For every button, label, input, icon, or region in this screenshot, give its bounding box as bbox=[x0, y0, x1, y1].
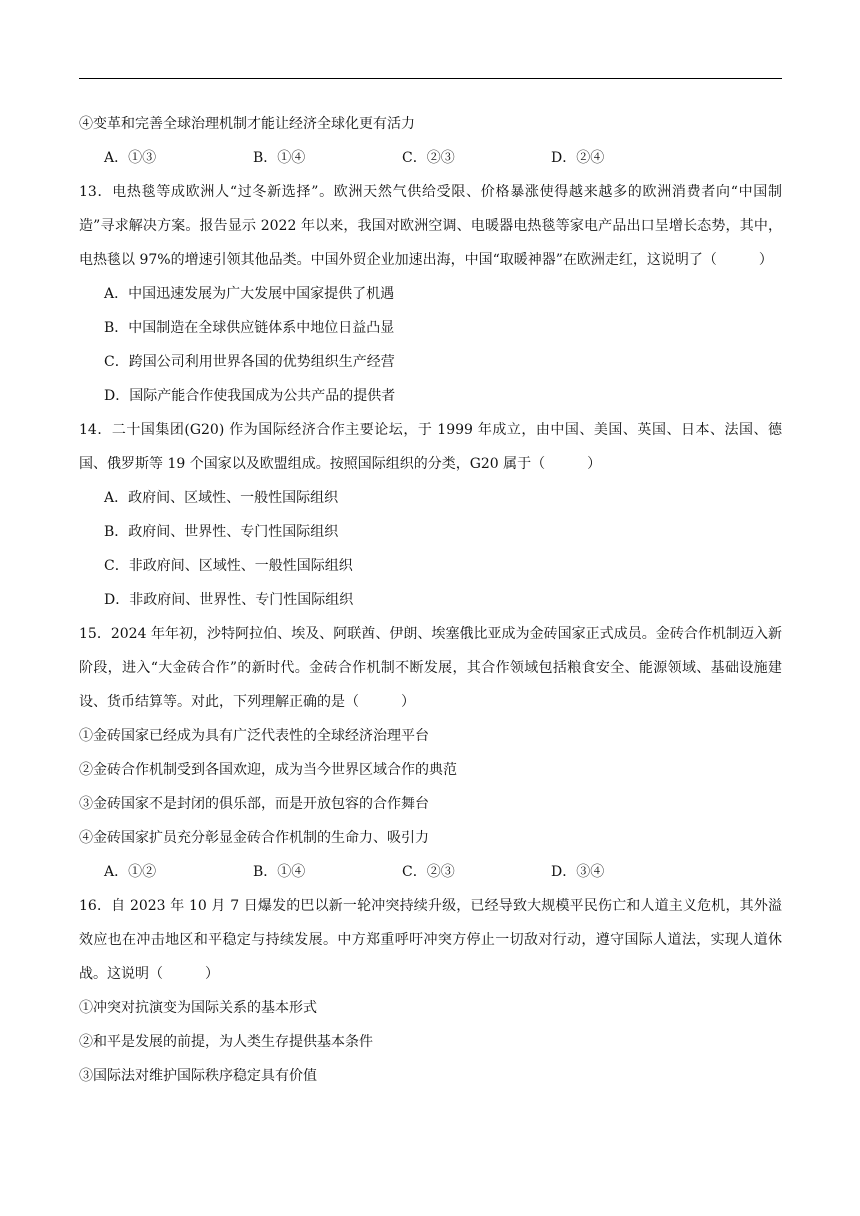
q14-option-a[interactable]: A．政府间、区域性、一般性国际组织 bbox=[104, 490, 339, 506]
q15-statement-4: ④金砖国家扩员充分彰显金砖合作机制的生命力、吸引力 bbox=[79, 830, 429, 846]
q15-statement-2: ②金砖合作机制受到各国欢迎，成为当今世界区域合作的典范 bbox=[79, 762, 457, 778]
q15-option-a[interactable]: A．①② bbox=[104, 864, 157, 880]
q15-stem: 15．2024 年年初，沙特阿拉伯、埃及、阿联酋、伊朗、埃塞俄比亚成为金砖国家正式成员。金砖合作机制迈入新阶段，进入“大金砖合作”的新时代。金砖合作机制不断发展，其合作领域包括粮食安全、能源领域、基础设施建设、货币结算等。对此，下列理解正确的是（ ） bbox=[79, 626, 782, 710]
q14-option-d[interactable]: D．非政府间、世界性、专门性国际组织 bbox=[104, 592, 354, 608]
q16-stem: 16．自 2023 年 10 月 7 日爆发的巴以新一轮冲突持续升级，已经导致大规模平民伤亡和人道主义危机，其外溢效应也在冲击地区和平稳定与持续发展。中方郑重呼吁冲突方停止一切敌对行动，遵守国际人道法，实现人道休战。这说明（ ） bbox=[79, 898, 782, 982]
question-content bbox=[79, 107, 782, 1093]
q15-statement-1: ①金砖国家已经成为具有广泛代表性的全球经济治理平台 bbox=[79, 728, 429, 744]
q13-option-b[interactable]: B．中国制造在全球供应链体系中地位日益凸显 bbox=[104, 320, 395, 336]
q13-option-d[interactable]: D．国际产能合作使我国成为公共产品的提供者 bbox=[104, 388, 396, 404]
q13-stem: 13．电热毯等成欧洲人“过冬新选择”。欧洲天然气供给受限、价格暴涨使得越来越多的欧洲消费者向“中国制造”寻求解决方案。报告显示 2022 年以来，我国对欧洲空调、电暖器电热毯等家电产品出口呈增长态势，其中，电热毯以 97%的增速引领其他品类。中国外贸企业加速出海，中国“取暖神器”在欧洲走红，这说明了（ ） bbox=[79, 184, 782, 268]
q13-option-a[interactable]: A．中国迅速发展为广大发展中国家提供了机遇 bbox=[104, 286, 395, 302]
q15-options bbox=[79, 855, 782, 889]
q12-option-b[interactable]: B．①④ bbox=[253, 150, 306, 166]
q14-option-c[interactable]: C．非政府间、区域性、一般性国际组织 bbox=[104, 558, 353, 574]
q12-option-c[interactable]: C．②③ bbox=[402, 150, 455, 166]
q13-option-c[interactable]: C．跨国公司利用世界各国的优势组织生产经营 bbox=[104, 354, 395, 370]
q16-statement-2: ②和平是发展的前提，为人类生存提供基本条件 bbox=[79, 1034, 373, 1050]
q12-statement-4: ④变革和完善全球治理机制才能让经济全球化更有活力 bbox=[79, 116, 415, 132]
header-rule bbox=[79, 78, 782, 79]
q14-option-b[interactable]: B．政府间、世界性、专门性国际组织 bbox=[104, 524, 339, 540]
q15-option-d[interactable]: D．③④ bbox=[551, 864, 605, 880]
q15-option-c[interactable]: C．②③ bbox=[402, 864, 455, 880]
q12-options bbox=[79, 141, 782, 175]
q15-statement-3: ③金砖国家不是封闭的俱乐部，而是开放包容的合作舞台 bbox=[79, 796, 429, 812]
q16-statement-3: ③国际法对维护国际秩序稳定具有价值 bbox=[79, 1068, 317, 1084]
q14-stem: 14．二十国集团(G20) 作为国际经济合作主要论坛，于 1999 年成立，由中国、美国、英国、日本、法国、德国、俄罗斯等 19 个国家以及欧盟组成。按照国际组织的分类，G20 属于（ ） bbox=[79, 422, 782, 472]
q16-statement-1: ①冲突对抗演变为国际关系的基本形式 bbox=[79, 1000, 317, 1016]
q15-option-b[interactable]: B．①④ bbox=[253, 864, 306, 880]
q12-option-d[interactable]: D．②④ bbox=[551, 150, 605, 166]
q12-option-a[interactable]: A．①③ bbox=[104, 150, 157, 166]
